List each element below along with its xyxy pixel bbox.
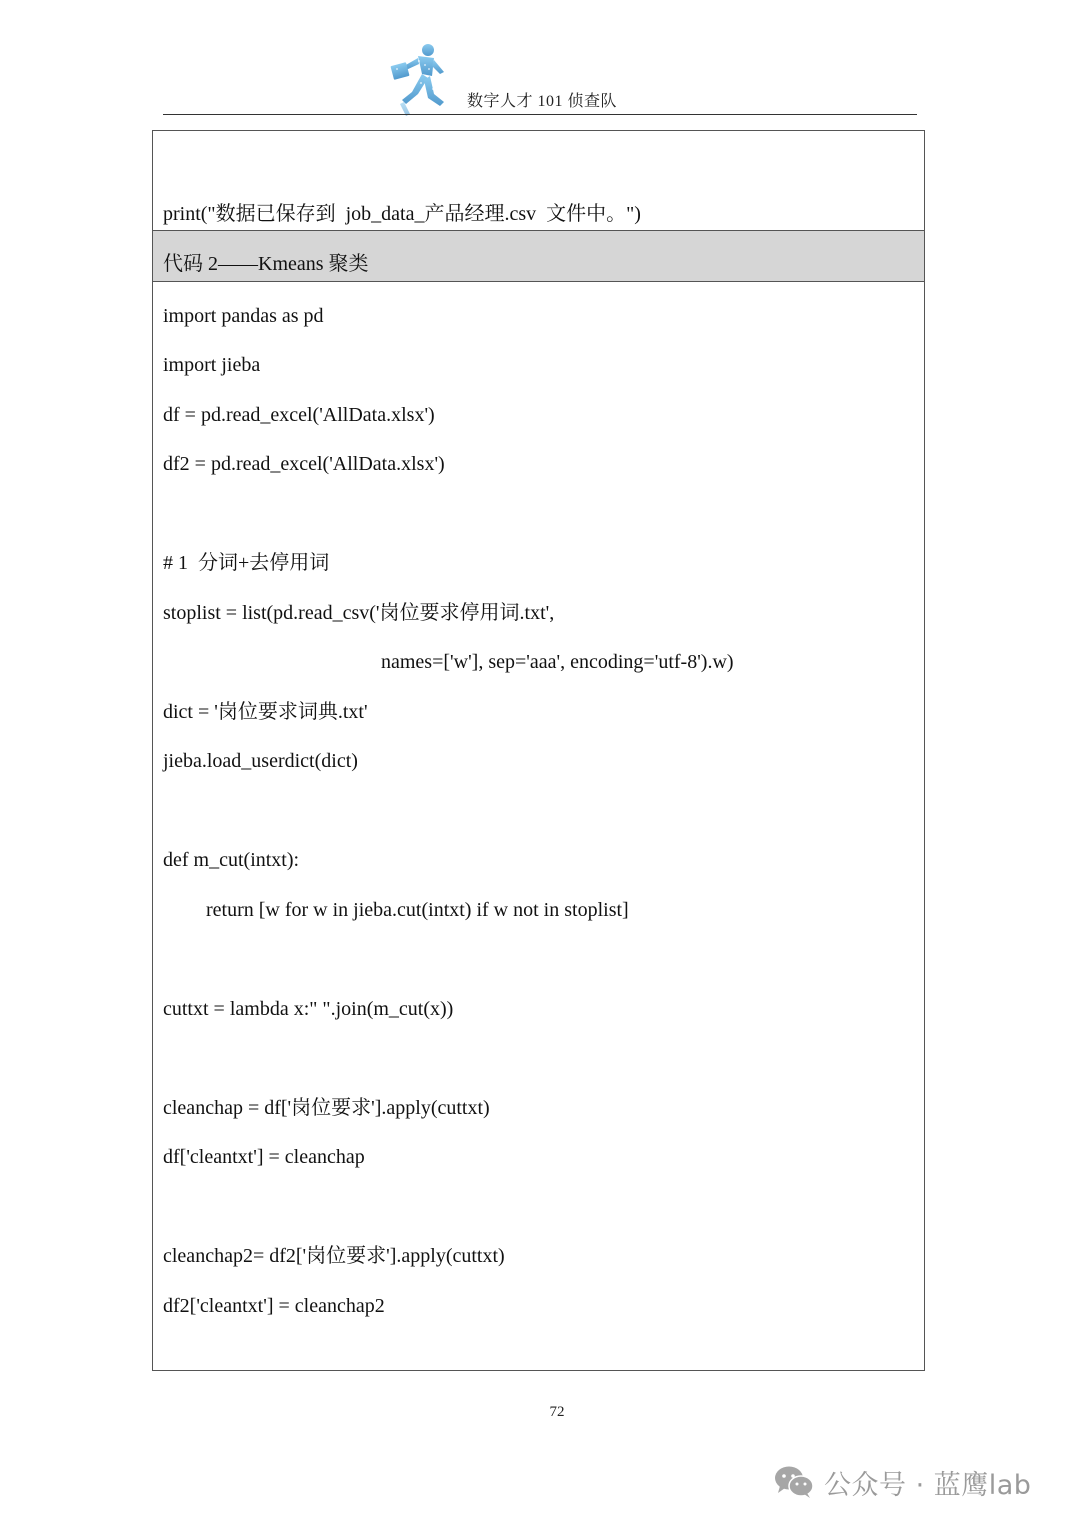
code-line: cleanchap2= df2['岗位要求'].apply(cuttxt) xyxy=(163,1245,505,1267)
code-line: dict = '岗位要求词典.txt' xyxy=(163,701,368,723)
code-line: print("数据已保存到 job_data_产品经理.csv 文件中。") xyxy=(163,203,641,225)
code-line: cleanchap = df['岗位要求'].apply(cuttxt) xyxy=(163,1097,490,1119)
code-line: df2['cleantxt'] = cleanchap2 xyxy=(163,1295,385,1317)
code-line: df2 = pd.read_excel('AllData.xlsx') xyxy=(163,453,445,475)
watermark xyxy=(774,1462,1031,1502)
watermark-text: 公众号 · 蓝鹰lab xyxy=(824,1469,1032,1501)
page-number: 72 xyxy=(549,1404,565,1420)
code-line: jieba.load_userdict(dict) xyxy=(163,750,358,772)
code-line: import pandas as pd xyxy=(163,305,324,327)
section-title: 代码 2——Kmeans 聚类 xyxy=(163,253,369,275)
code-line: stoplist = list(pd.read_csv('岗位要求停用词.txt', xyxy=(163,602,555,624)
code-comment: # 1 分词+去停用词 xyxy=(163,552,330,574)
code-line: names=['w'], sep='aaa', encoding='utf-8').w) xyxy=(381,651,734,673)
code-line: return [w for w in jieba.cut(intxt) if w not in stoplist] xyxy=(206,899,629,921)
code-table xyxy=(152,130,925,1371)
code-line: df['cleantxt'] = cleanchap xyxy=(163,1146,365,1168)
code-line: df = pd.read_excel('AllData.xlsx') xyxy=(163,404,435,426)
code-line: import jieba xyxy=(163,354,261,376)
code-line: def m_cut(intxt): xyxy=(163,849,300,871)
code-table-top-row xyxy=(153,131,924,231)
running-figure-logo-icon xyxy=(388,42,450,116)
wechat-icon xyxy=(774,1465,814,1499)
header-divider xyxy=(163,114,917,115)
code-body xyxy=(153,282,924,1370)
header-title: 数字人才 101 侦查队 xyxy=(467,93,618,110)
code-line: cuttxt = lambda x:" ".join(m_cut(x)) xyxy=(163,998,454,1020)
